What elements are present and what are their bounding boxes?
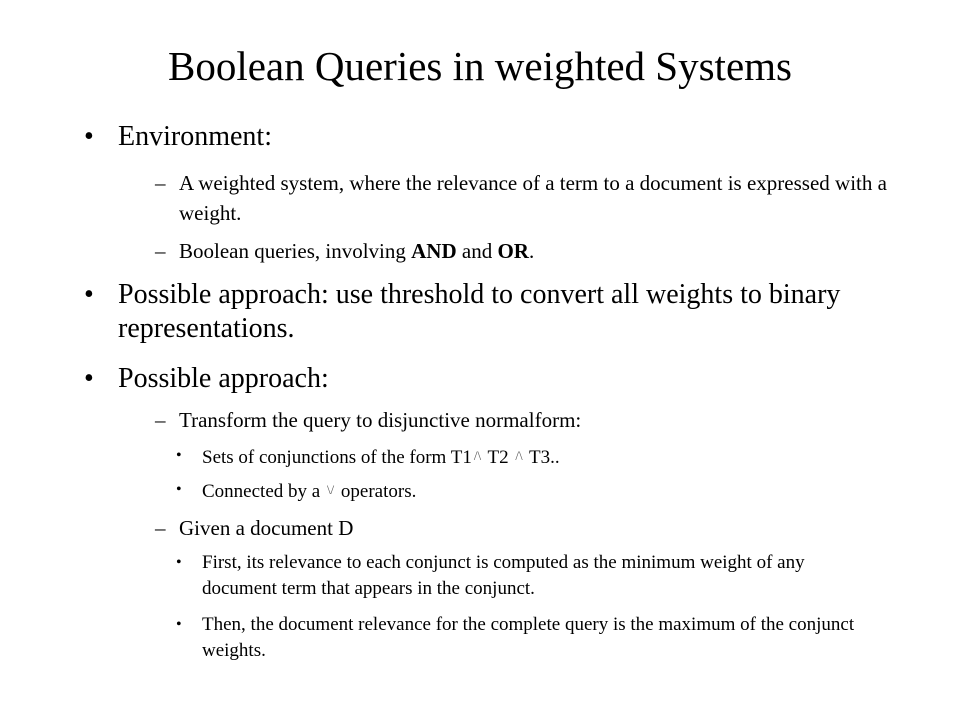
bullet-marker: • [176, 554, 182, 571]
keyword-or: OR [497, 239, 529, 263]
bullet-text: Possible approach: use threshold to convert all weights to binary representations. [118, 279, 841, 344]
text-post: operators. [336, 481, 417, 502]
text-post: . [528, 239, 535, 263]
text-pre: Connected by a [202, 481, 325, 502]
bullet-marker: • [84, 279, 94, 310]
bullet-marker: • [176, 616, 182, 633]
bullet-marker: • [84, 363, 94, 394]
sub-bullet-text: A weighted system, where the relevance of a term to a document is expressed with a weight. [179, 171, 887, 225]
sub-bullet-text [179, 236, 899, 266]
text-mid: and [456, 239, 498, 263]
slide-title: Boolean Queries in weighted Systems [167, 43, 792, 89]
bullet-text: Possible approach: [118, 363, 329, 394]
item-text: Then, the document relevance for the complete query is the maximum of the conjunct weights. [202, 614, 855, 661]
bullet-marker: • [176, 481, 182, 498]
and-symbol-icon: /\ [473, 448, 482, 463]
item-text: First, its relevance to each conjunct is computed as the minimum weight of any document term that appears in the conjunct. [202, 552, 805, 599]
bullet-text: Environment: [118, 121, 272, 152]
dash-marker: – [155, 239, 166, 263]
item-text [202, 443, 882, 471]
and-symbol-icon: /\ [515, 448, 523, 463]
or-symbol-icon: \/ [326, 482, 335, 497]
item-text [202, 477, 882, 505]
bullet-marker: • [84, 121, 94, 152]
text-post: T3.. [524, 447, 560, 468]
bullet-marker: • [176, 447, 182, 464]
sub-bullet-text: Given a document D [179, 516, 354, 540]
dash-marker: – [155, 516, 166, 540]
dash-marker: – [155, 171, 166, 195]
text-pre: Sets of conjunctions of the form T1 [202, 447, 472, 468]
sub-bullet-text: Transform the query to disjunctive normalform: [179, 408, 582, 432]
text-mid: T2 [483, 447, 514, 468]
dash-marker: – [155, 408, 166, 432]
text-pre: Boolean queries, involving [179, 239, 412, 263]
keyword-and: AND [411, 239, 457, 263]
